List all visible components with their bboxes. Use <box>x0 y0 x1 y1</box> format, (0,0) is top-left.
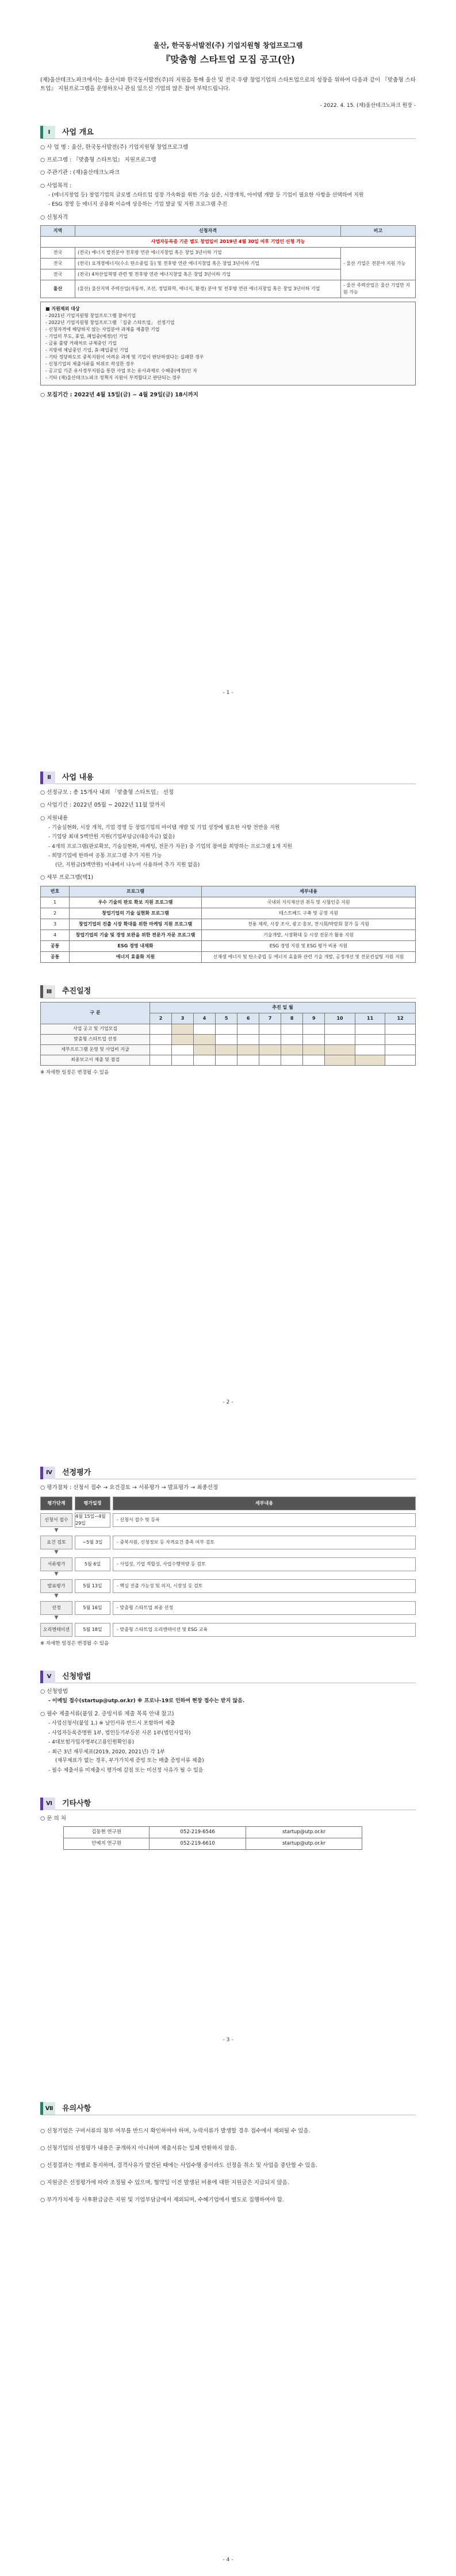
s6-item-contact: ○ 문 의 처 <box>40 1815 66 1822</box>
schedule-cell <box>325 1024 355 1034</box>
exclusion-item: - 기타 정당하도로 중복지원이 어려운 과제 및 기업이 판단하였다는 실패한 경우 <box>45 354 204 360</box>
contact-table <box>63 1826 362 1850</box>
prog-name: ESG 경영 내재화 <box>70 940 202 951</box>
section-7-title: 유의사항 <box>62 2104 91 2113</box>
elig-header-region: 지역 <box>41 226 75 237</box>
eval-desc: - 맞춤형 스타트업 오리엔테이션 및 ESG 교육 <box>113 1623 416 1637</box>
s5-doc-warning: - 필수 제출서류 미제출시 평가에 감점 또는 미선정 사유가 될 수 있음 <box>48 1767 204 1773</box>
eval-step: 신청서 접수 <box>40 1513 72 1527</box>
section-4-title: 선정평가 <box>62 1468 91 1477</box>
section-6-title: 기타사항 <box>62 1799 91 1808</box>
schedule-month: 12 <box>385 1013 416 1024</box>
eval-desc: - 핵심 진출 가능성 및 의지, 시장성 등 검토 <box>113 1579 416 1593</box>
schedule-row <box>41 1024 416 1034</box>
s2-item-scale: ○ 선정규모 : 총 15개사 내외 「맞춤형 스타트업」 선정 <box>40 789 174 796</box>
schedule-cell <box>237 1044 259 1055</box>
schedule-cell <box>216 1044 237 1055</box>
section-5-number: Ⅴ <box>40 1671 55 1683</box>
schedule-month: 7 <box>259 1013 281 1024</box>
exclusion-item: - 지방세 체납중인 기업, 휴·폐업중인 기업 <box>45 348 129 353</box>
section-3-title: 추진일정 <box>62 987 91 996</box>
eval-desc: - 맞춤형 스타트업 최종 선정 <box>113 1601 416 1615</box>
prog-no: 4 <box>41 930 70 940</box>
s5-item-documents: ○ 필수 제출서류(붙임 2. 증빙서류 제출 목록 안내 참고) <box>40 1710 174 1717</box>
schedule-label: 맞춤형 스타트업 선정 <box>41 1034 150 1044</box>
eval-step: 선정 <box>40 1601 72 1615</box>
contact-phone: 052-219-6546 <box>150 1827 246 1838</box>
eval-date: 5월 13일 <box>75 1579 110 1593</box>
eval-header-date: 평가일정 <box>75 1497 110 1510</box>
page-number-2: - 2 - <box>223 1399 233 1405</box>
section-6-header <box>40 1798 416 1810</box>
s1-purpose-1: - (에너지창업 등) 창업기업의 글로벌 스타트업 성장 가속화를 위한 기술 실증, 시장개척, 아이템 개발 등 기업이 필요한 사항을 선택하여 지원 <box>48 192 364 198</box>
notice-subtitle: 울산, 한국동서발전(주) 기업지원형 창업프로그램 <box>153 41 303 49</box>
schedule-cell <box>237 1034 259 1044</box>
page-number-3: - 3 - <box>223 2037 233 2043</box>
contact-name: 안예지 연구원 <box>64 1838 150 1850</box>
prog-detail: 기술개발, 시장확대 등 시장 전문가 활용 지원 <box>202 930 416 940</box>
schedule-cell <box>237 1024 259 1034</box>
prog-name: 에너지 효율화 지원 <box>70 951 202 962</box>
schedule-cell <box>281 1055 303 1065</box>
arrow-down-icon: ▼ <box>54 1528 59 1534</box>
schedule-cell <box>150 1044 172 1055</box>
eval-date: 5월 18일 <box>75 1623 110 1637</box>
section-1-header <box>40 126 416 139</box>
s5-email-submission[interactable]: - 이메일 접수(startup@utp.or.kr) ※ 프로나-19로 인하여 현장 접수는 받지 않음. <box>48 1698 245 1705</box>
page-number-1: - 1 - <box>223 690 233 696</box>
s5-doc-application: - 사업신청서(붙임 1.) ※ 날인서류 반드시 포함하여 제출 <box>48 1721 175 1726</box>
section-4-header <box>40 1467 416 1479</box>
elig-region: 전국 <box>41 259 75 269</box>
section-3-header <box>40 986 416 998</box>
exclusion-item: - 기타 (재)울산테크노파크 정책지 지원이 부적합다고 판단되는 경우 <box>45 375 181 381</box>
prog-no: 2 <box>41 908 70 919</box>
schedule-cell <box>172 1044 194 1055</box>
exclusion-item: - 금융 불량 거래처로 규제중인 기업 <box>45 341 117 346</box>
elig-header-note: 비고 <box>341 226 416 237</box>
program-table <box>40 886 416 963</box>
prog-name: 창업기업의 진출 시장 확대를 위한 마케팅 지원 프로그램 <box>70 919 202 930</box>
schedule-cell <box>303 1024 325 1034</box>
eval-date: 5월 6일 <box>75 1557 110 1571</box>
schedule-cell <box>355 1044 385 1055</box>
elig-region: 전국 <box>41 269 75 280</box>
elig-header-qualification: 신청자격 <box>75 226 341 237</box>
eval-step: 서류평가 <box>40 1557 72 1571</box>
schedule-table <box>40 1002 416 1066</box>
prog-detail: 테스트베드 구축 및 공정 지원 <box>202 908 416 919</box>
elig-desc: (전국) 4차산업혁명 관련 및 전후방 연관 에너지창업 혹은 창업 3년이하 기업 <box>75 269 341 280</box>
section-7-number: Ⅶ <box>40 2102 55 2115</box>
caution-item: ○ 선정결과는 개별로 통지하며, 결격사유가 발견된 때에는 사업수행 중이라도 선정을 취소 및 사업을 중단할 수 있음. <box>40 2162 317 2169</box>
elig-note: - 울산 기업은 전분야 지원 가능 <box>341 248 416 280</box>
contact-phone: 052-219-6610 <box>150 1838 246 1850</box>
schedule-cell <box>259 1024 281 1034</box>
section-5-header <box>40 1671 416 1683</box>
schedule-month: 8 <box>281 1013 303 1024</box>
schedule-cell <box>355 1055 385 1065</box>
s1-item-purpose: ○ 사업목적 : <box>40 182 72 189</box>
schedule-cell <box>172 1055 194 1065</box>
eval-date: 5월 16일 <box>75 1601 110 1615</box>
eval-date: ~5월 3일 <box>75 1536 110 1549</box>
schedule-cell <box>325 1034 355 1044</box>
schedule-cell <box>355 1034 385 1044</box>
section-2-title: 사업 내용 <box>62 773 94 782</box>
s2-item-support: ○ 지원내용 <box>40 815 68 822</box>
arrow-down-icon: ▼ <box>54 1593 59 1599</box>
contact-email[interactable]: startup@utp.or.kr <box>246 1838 362 1850</box>
schedule-month: 11 <box>355 1013 385 1024</box>
s2-item-period: ○ 사업기간 : 2022년 05월 ~ 2022년 11월 말까지 <box>40 802 166 809</box>
s5-doc-insurance: - 4대보험가입자명부(고용인원확인용) <box>48 1740 135 1745</box>
exclusion-item: - 신청자격에 해당하지 않는 사업분야 과제를 제출한 기업 <box>45 327 160 333</box>
schedule-label: 최종보고서 제출 및 점검 <box>41 1055 150 1065</box>
s2-support-1: - 기술실현화, 시장 개척, 기업 경영 등 창업기업의 아이템 개발 및 기업 성장에 필요한 사항 전반을 지원 <box>48 824 280 831</box>
eval-desc: - 사업성, 기업 적합성, 사업수행역량 등 검토 <box>113 1557 416 1571</box>
schedule-cell <box>325 1055 355 1065</box>
s5-doc-financials: - 최근 3년 재무제표(2019, 2020, 2021년) 각 1부 <box>48 1749 166 1755</box>
prog-no: 공통 <box>41 951 70 962</box>
schedule-cell <box>216 1034 237 1044</box>
schedule-cell <box>150 1055 172 1065</box>
section-5-title: 신청방법 <box>62 1672 91 1681</box>
exclusion-item: - 공고일 기준 유사정부지원을 통한 사업 또는 유사과제로 수혜중(예정)인 자 <box>45 368 197 374</box>
s2-support-4-note: (단, 지원금(5백만원) 이내에서 나누어 사용하여 추가 지원 없음) <box>55 862 200 868</box>
s1-item-program: ○ 프로그램 : 『맞춤형 스타트업』 지원프로그램 <box>40 157 156 164</box>
schedule-cell <box>150 1024 172 1034</box>
section-2-header <box>40 772 416 784</box>
section-2-number: Ⅱ <box>40 772 55 784</box>
exclusion-item: - 2021년 기업지원형 창업프로그램 참여기업 <box>45 313 136 319</box>
prog-detail: 전용 제작, 시장 조사, 광고·홍보, 전시회/박람회 참가 등 지원 <box>202 919 416 930</box>
eval-date: 4월 15일~4월 29일 <box>75 1513 110 1528</box>
s1-purpose-2: - ESG 경영 등 에너지 공용화 이슈에 상응하는 기업 발굴 및 지원 프로그램 추진 <box>48 202 227 208</box>
prog-header-no: 번호 <box>41 886 70 897</box>
section-4-number: Ⅳ <box>40 1467 55 1479</box>
exclusions-box <box>40 302 416 385</box>
schedule-note: ※ 자세한 일정은 변경될 수 있음 <box>40 1069 109 1075</box>
prog-name: 창업기업의 기술 실현화 프로그램 <box>70 908 202 919</box>
schedule-cell <box>385 1024 416 1034</box>
schedule-cell <box>259 1044 281 1055</box>
eval-header-detail: 세부내용 <box>113 1497 416 1510</box>
schedule-row <box>41 1055 416 1065</box>
exclusion-item: - 신청기업의 제출서류를 허위로 작성한 경우 <box>45 361 135 367</box>
schedule-month: 3 <box>172 1013 194 1024</box>
elig-note: - 울산 주력산업은 울산 기업만 지원 가능 <box>341 280 416 298</box>
schedule-month: 10 <box>325 1013 355 1024</box>
evaluation-note: ※ 자세한 일정은 변경될 수 있음 <box>40 1641 109 1647</box>
s2-item-programs: ○ 세부 프로그램(택1) <box>40 874 94 881</box>
schedule-cell <box>150 1034 172 1044</box>
schedule-cell <box>194 1024 216 1034</box>
schedule-header-months: 추진 일 월 <box>150 1002 416 1013</box>
exclusions-title: ■ 지원제외 대상 <box>45 306 80 312</box>
schedule-cell <box>172 1024 194 1034</box>
schedule-month: 4 <box>194 1013 216 1024</box>
eval-header-stage: 평가단계 <box>40 1497 72 1510</box>
intro-paragraph: (재)울산테크노파크에서는 울산시와 한국동서발전(주)의 지원을 통해 울산 및 전국 우량 창업기업의 스타트업으로의 성장을 위하여 다음과 같이 『맞춤형 스타트업』 지원프로그램을 운영하오니 관심 있으신 기업의 많은 참여 부탁드립니다. <box>40 77 416 92</box>
eval-step: 오리엔테이션 <box>40 1623 72 1637</box>
prog-no: 1 <box>41 897 70 908</box>
schedule-cell <box>281 1044 303 1055</box>
schedule-row <box>41 1044 416 1055</box>
contact-name: 김동현 연구원 <box>64 1827 150 1838</box>
s1-item-name: ○ 사 업 명 : 울산, 한국동서발전(주) 기업지원형 창업프로그램 <box>40 144 189 151</box>
schedule-label: 사업 공고 및 기업모집 <box>41 1024 150 1034</box>
schedule-row <box>41 1034 416 1044</box>
caution-list <box>40 2127 416 2205</box>
schedule-month: 5 <box>216 1013 237 1024</box>
page-2 <box>0 709 456 1416</box>
schedule-cell <box>281 1024 303 1034</box>
s5-item-method: ○ 신청방법 <box>40 1688 68 1695</box>
page-number-4: - 4 - <box>223 2557 233 2563</box>
s5-doc-registration: - 사업자등록증명원 1부, 법인등기부등본 사본 1부(법인사업자) <box>48 1730 191 1736</box>
section-6-number: Ⅵ <box>40 1798 55 1810</box>
caution-item: ○ 신청기업은 구비서류의 첨부 여부를 반드시 확인하여야 하며, 누락서류가 발생할 경우 접수에서 제외될 수 있음. <box>40 2127 311 2134</box>
prog-no: 3 <box>41 919 70 930</box>
schedule-cell <box>194 1034 216 1044</box>
caution-item: ○ 신청기업의 선정평가 내용은 공개하지 아니하며 제출서류는 일체 반환하지 않음. <box>40 2145 237 2151</box>
schedule-cell <box>281 1034 303 1044</box>
s2-support-3: - 4개의 프로그램(판로확보, 기술실현화, 마케팅, 전문가 자문) 중 기업의 참여를 희망하는 프로그램 1개 지원 <box>48 843 292 850</box>
contact-row <box>64 1827 362 1838</box>
prog-detail: 신재생 에너지 및 탄소중립 등 에너지 효율화 관련 기술 개발, 공정개선 및 전문컨설팅 지원 지원 <box>202 951 416 962</box>
schedule-cell <box>385 1055 416 1065</box>
caution-item: ○ 부가가치세 등 사후환급금은 지원 및 기업부담금에서 제외되며, 수혜기업에서 별도로 집행하여야 함. <box>40 2197 284 2204</box>
elig-desc: (울산) 울산지역 주력산업(자동차, 조선, 정밀화학, 에너지, 환경) 분야 및 전후방 연관 에너지창업 혹은 창업 3년이하 기업 <box>75 280 341 298</box>
contact-email[interactable]: startup@utp.or.kr <box>246 1827 362 1838</box>
schedule-cell <box>385 1034 416 1044</box>
schedule-cell <box>216 1055 237 1065</box>
schedule-cell <box>355 1024 385 1034</box>
schedule-cell <box>172 1034 194 1044</box>
schedule-header-category: 구 분 <box>41 1002 150 1024</box>
caution-item: ○ 지원금은 선정평가에 따라 조정될 수 있으며, 협약일 이전 발생된 비용에 대한 지원금은 지급되지 않음. <box>40 2180 289 2186</box>
schedule-cell <box>216 1024 237 1034</box>
arrow-down-icon: ▼ <box>54 1549 59 1556</box>
s2-support-4: - 희망기업에 한하여 공통 프로그램 추가 지원 가능 <box>48 853 162 859</box>
schedule-cell <box>303 1055 325 1065</box>
schedule-label: 세부프로그램 운영 및 사업비 지급 <box>41 1044 150 1055</box>
s5-doc-financials-note: (재무제표가 없는 경우, 부가가치세 증빙 또는 매출 증빙서류 제출) <box>55 1758 204 1764</box>
schedule-cell <box>237 1055 259 1065</box>
schedule-cell <box>259 1055 281 1065</box>
section-7-header <box>40 2103 416 2115</box>
elig-region: 울산 <box>41 280 75 298</box>
schedule-month: 2 <box>150 1013 172 1024</box>
exclusion-item: - 기업의 부도, 휴업, 폐업중(예정)인 기업 <box>45 334 128 340</box>
eval-desc: - 신청서 접수 및 등록 <box>113 1513 416 1527</box>
page-1 <box>0 0 456 709</box>
schedule-month: 6 <box>237 1013 259 1024</box>
prog-header-program: 프로그램 <box>70 886 202 897</box>
schedule-cell <box>303 1044 325 1055</box>
prog-detail: ESG 경영 지원 및 ESG 평가 비용 지원 <box>202 940 416 951</box>
schedule-cell <box>385 1044 416 1055</box>
s2-support-2: - 기업당 최대 5백만원 지원(기업부담금(대응자금) 없음) <box>48 834 175 840</box>
eligibility-table <box>40 225 416 298</box>
schedule-cell <box>303 1034 325 1044</box>
eval-step: 발표평가 <box>40 1579 72 1593</box>
section-1-title: 사업 개요 <box>62 128 94 137</box>
schedule-cell <box>259 1034 281 1044</box>
prog-no: 공통 <box>41 940 70 951</box>
elig-desc: (전국) 에너지 발전분야 전후방 연관 에너지창업 혹은 창업 3년이하 기업 <box>75 248 341 259</box>
schedule-cell <box>194 1044 216 1055</box>
prog-detail: 국내외 지식재산권 취득 및 시험인증 지원 <box>202 897 416 908</box>
eval-step: 요건 검토 <box>40 1536 72 1549</box>
arrow-down-icon: ▼ <box>54 1615 59 1621</box>
exclusion-item: - 2022년 기업지원형 창업프로그램 「집중 스타트업」 선정기업 <box>45 320 175 326</box>
prog-header-detail: 세부내용 <box>202 886 416 897</box>
section-3-number: Ⅲ <box>40 985 55 998</box>
elig-banner: 사업자등록증 기준 별도 창업일이 2019년 4월 30일 이후 기업인 신청 가능 <box>41 237 416 248</box>
evaluation-procedure: ○ 평가절차 : 신청서 접수 → 요건검토 → 서류평가 → 발표평가 → 최종선정 <box>40 1484 218 1491</box>
elig-region: 전국 <box>41 248 75 259</box>
recruitment-period: ○ 모집기간 : 2022년 4월 15일(금) ~ 4월 29일(금) 18시까지 <box>40 392 198 399</box>
schedule-cell <box>194 1055 216 1065</box>
s1-item-eligibility: ○ 신청자격 <box>40 214 68 221</box>
section-1-number: Ⅰ <box>40 126 55 138</box>
elig-desc: (전국) 요개경에너지(수소 탄소중립 등) 및 전후방 연관 에너지창업 혹은 창업 3년이하 기업 <box>75 259 341 269</box>
arrow-down-icon: ▼ <box>54 1571 59 1578</box>
prog-name: 창업기업의 기술 및 경영 보완을 위한 전문가 자문 프로그램 <box>70 930 202 940</box>
dateline: - 2022. 4. 15. (재)울산테크노파크 원장 - <box>320 103 416 109</box>
contact-row <box>64 1838 362 1850</box>
page-3 <box>0 1416 456 2576</box>
s1-item-host: ○ 주관기관 : (재)울산테크노파크 <box>40 169 120 176</box>
prog-name: 우수 기술의 판로 확보 지원 프로그램 <box>70 897 202 908</box>
schedule-cell <box>325 1044 355 1055</box>
notice-title: 『맞춤형 스타트업 모집 공고(안) <box>161 54 295 65</box>
eval-desc: - 중복지원, 신청정보 등 자격요건 충족 여부 검토 <box>113 1536 416 1549</box>
schedule-month: 9 <box>303 1013 325 1024</box>
evaluation-flow <box>40 1497 416 1637</box>
